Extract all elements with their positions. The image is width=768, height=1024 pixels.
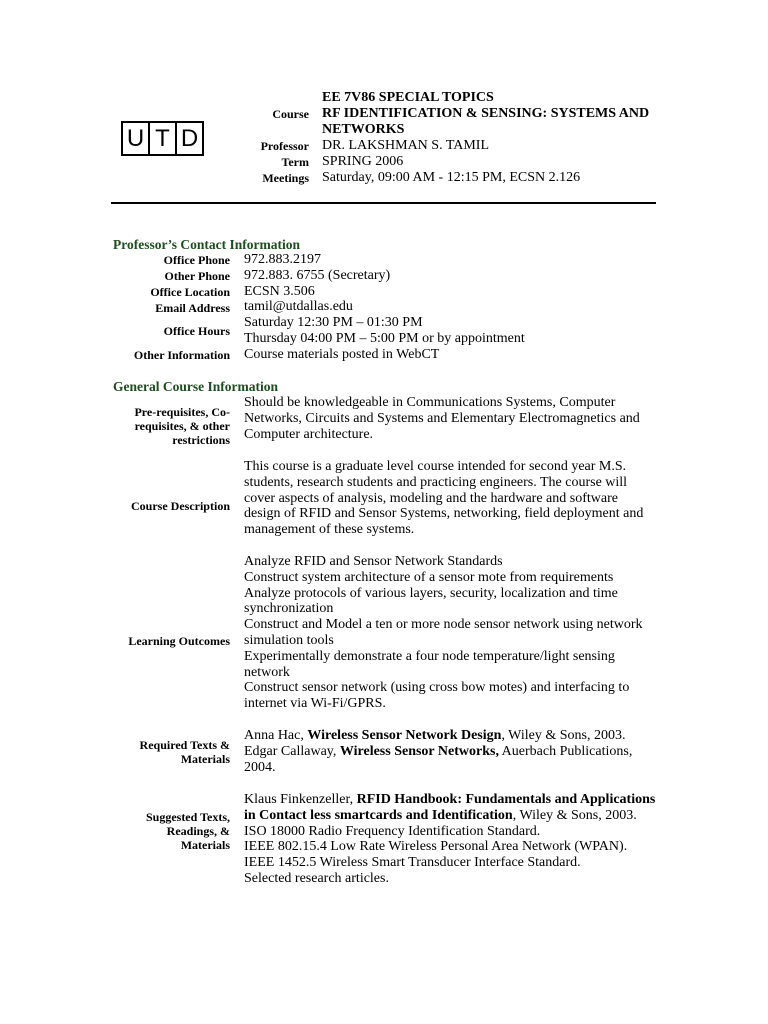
general-heading: General Course Information (113, 379, 278, 394)
meetings-value: Saturday, 09:00 AM - 12:15 PM, ECSN 2.126 (322, 170, 581, 185)
book-title: in Contact less smartcards and Identification (244, 807, 513, 823)
suggested-label-line: Materials (180, 838, 230, 852)
prereq-line: Should be knowledgeable in Communications Systems, Computer (244, 395, 616, 410)
outcome-line: Construct and Model a ten or more node sensor network using network (244, 617, 643, 633)
logo-letter-t: T (148, 123, 175, 154)
description-label: Course Description (131, 499, 230, 513)
other-info: Course materials posted in WebCT (244, 347, 440, 362)
outcome-line: synchronization (244, 601, 334, 617)
description-line: design of RFID and Sensor Systems, networking, field deployment and (244, 506, 644, 522)
outcomes-label: Learning Outcomes (128, 634, 230, 648)
logo-letter-u: U (126, 125, 145, 152)
email-label: Email Address (155, 301, 230, 315)
contact-heading: Professor’s Contact Information (113, 237, 300, 252)
office-location-label: Office Location (150, 285, 230, 299)
header-divider (111, 202, 656, 204)
course-title-line: RF IDENTIFICATION & SENSING: SYSTEMS AND (322, 106, 650, 121)
book-title: RFID Handbook: Fundamentals and Applications (356, 792, 656, 807)
utd-logo (121, 121, 204, 156)
description-line: management of these systems. (244, 522, 415, 538)
required-text-1 (244, 728, 659, 744)
suggested-label-line: Readings, & (166, 824, 230, 838)
required-label-line: Required Texts & (139, 738, 230, 752)
required-texts-label (100, 738, 230, 766)
meetings-label: Meetings (262, 171, 309, 185)
book-author: Edgar Callaway, (244, 743, 340, 759)
required-text-2 (244, 744, 659, 760)
book-author: Klaus Finkenzeller, (244, 792, 357, 807)
professor-label: Professor (260, 139, 309, 153)
course-title-line: EE 7V86 SPECIAL TOPICS (322, 90, 494, 105)
prereq-label (100, 405, 230, 447)
description-line: students, research students and practicing engineers. The course will (244, 474, 628, 490)
suggested-label-line: Suggested Texts, (145, 810, 230, 824)
suggested-line: Selected research articles. (244, 870, 389, 886)
book-publisher: , Wiley & Sons, 2003. (501, 728, 626, 743)
office-hours-line: Thursday 04:00 PM – 5:00 PM or by appointment (244, 330, 525, 346)
suggested-line: IEEE 802.15.4 Low Rate Wireless Personal Area Network (WPAN). (244, 839, 628, 855)
office-phone: 972.883.2197 (244, 252, 321, 267)
suggested-line: IEEE 1452.5 Wireless Smart Transducer Interface Standard. (244, 855, 581, 871)
office-phone-label: Office Phone (163, 253, 230, 267)
outcome-line: internet via Wi-Fi/GPRS. (244, 696, 386, 712)
prereq-line: Computer architecture. (244, 426, 374, 442)
outcome-line: simulation tools (244, 632, 334, 648)
other-phone: 972.883. 6755 (Secretary) (244, 268, 391, 283)
suggested-text-1-cont (244, 808, 659, 824)
suggested-texts (244, 792, 659, 887)
term-value: SPRING 2006 (322, 154, 404, 169)
outcome-line: network (244, 664, 290, 680)
office-hours-line: Saturday 12:30 PM – 01:30 PM (244, 315, 423, 330)
description-line: cover aspects of analysis, modeling and the hardware and software (244, 490, 618, 506)
logo-letter-d: D (175, 123, 202, 154)
course-description (244, 459, 659, 538)
prereq-text (244, 395, 659, 442)
other-phone-label: Other Phone (164, 269, 230, 283)
suggested-texts-label (100, 810, 230, 852)
description-line: This course is a graduate level course intended for second year M.S. (244, 459, 627, 474)
outcome-line: Construct sensor network (using cross bow motes) and interfacing to (244, 680, 630, 696)
course-title (322, 90, 662, 138)
prereq-label-line: requisites, & other (134, 419, 230, 433)
course-label: Course (272, 107, 309, 121)
office-location: ECSN 3.506 (244, 284, 315, 299)
required-texts (244, 728, 659, 775)
outcome-line: Experimentally demonstrate a four node temperature/light sensing (244, 648, 615, 664)
book-year: 2004. (244, 759, 276, 775)
term-label: Term (281, 155, 309, 169)
prereq-label-line: Pre-requisites, Co- (134, 405, 230, 419)
other-info-label: Other Information (133, 348, 230, 362)
course-title-line: NETWORKS (322, 122, 405, 137)
outcome-line: Analyze RFID and Sensor Network Standards (244, 554, 503, 569)
prereq-label-line: restrictions (172, 433, 230, 447)
suggested-line: ISO 18000 Radio Frequency Identification Standard. (244, 823, 541, 839)
learning-outcomes (244, 554, 659, 712)
outcome-line: Construct system architecture of a sensor mote from requirements (244, 569, 614, 585)
book-author: Anna Hac, (244, 728, 308, 743)
suggested-text-1 (244, 792, 659, 808)
outcome-line: Analyze protocols of various layers, security, localization and time (244, 585, 618, 601)
professor-name: DR. LAKSHMAN S. TAMIL (322, 138, 490, 153)
required-label-line: Materials (180, 752, 230, 766)
book-title: Wireless Sensor Networks, (339, 743, 499, 759)
book-publisher: Auerbach Publications, (498, 743, 633, 759)
book-title: Wireless Sensor Network Design (307, 728, 502, 743)
office-hours-label: Office Hours (163, 324, 230, 338)
email-address[interactable]: tamil@utdallas.edu (244, 299, 353, 314)
office-hours (244, 315, 659, 347)
book-publisher: , Wiley & Sons, 2003. (512, 807, 637, 823)
prereq-line: Networks, Circuits and Systems and Elementary Electromagnetics and (244, 410, 640, 426)
